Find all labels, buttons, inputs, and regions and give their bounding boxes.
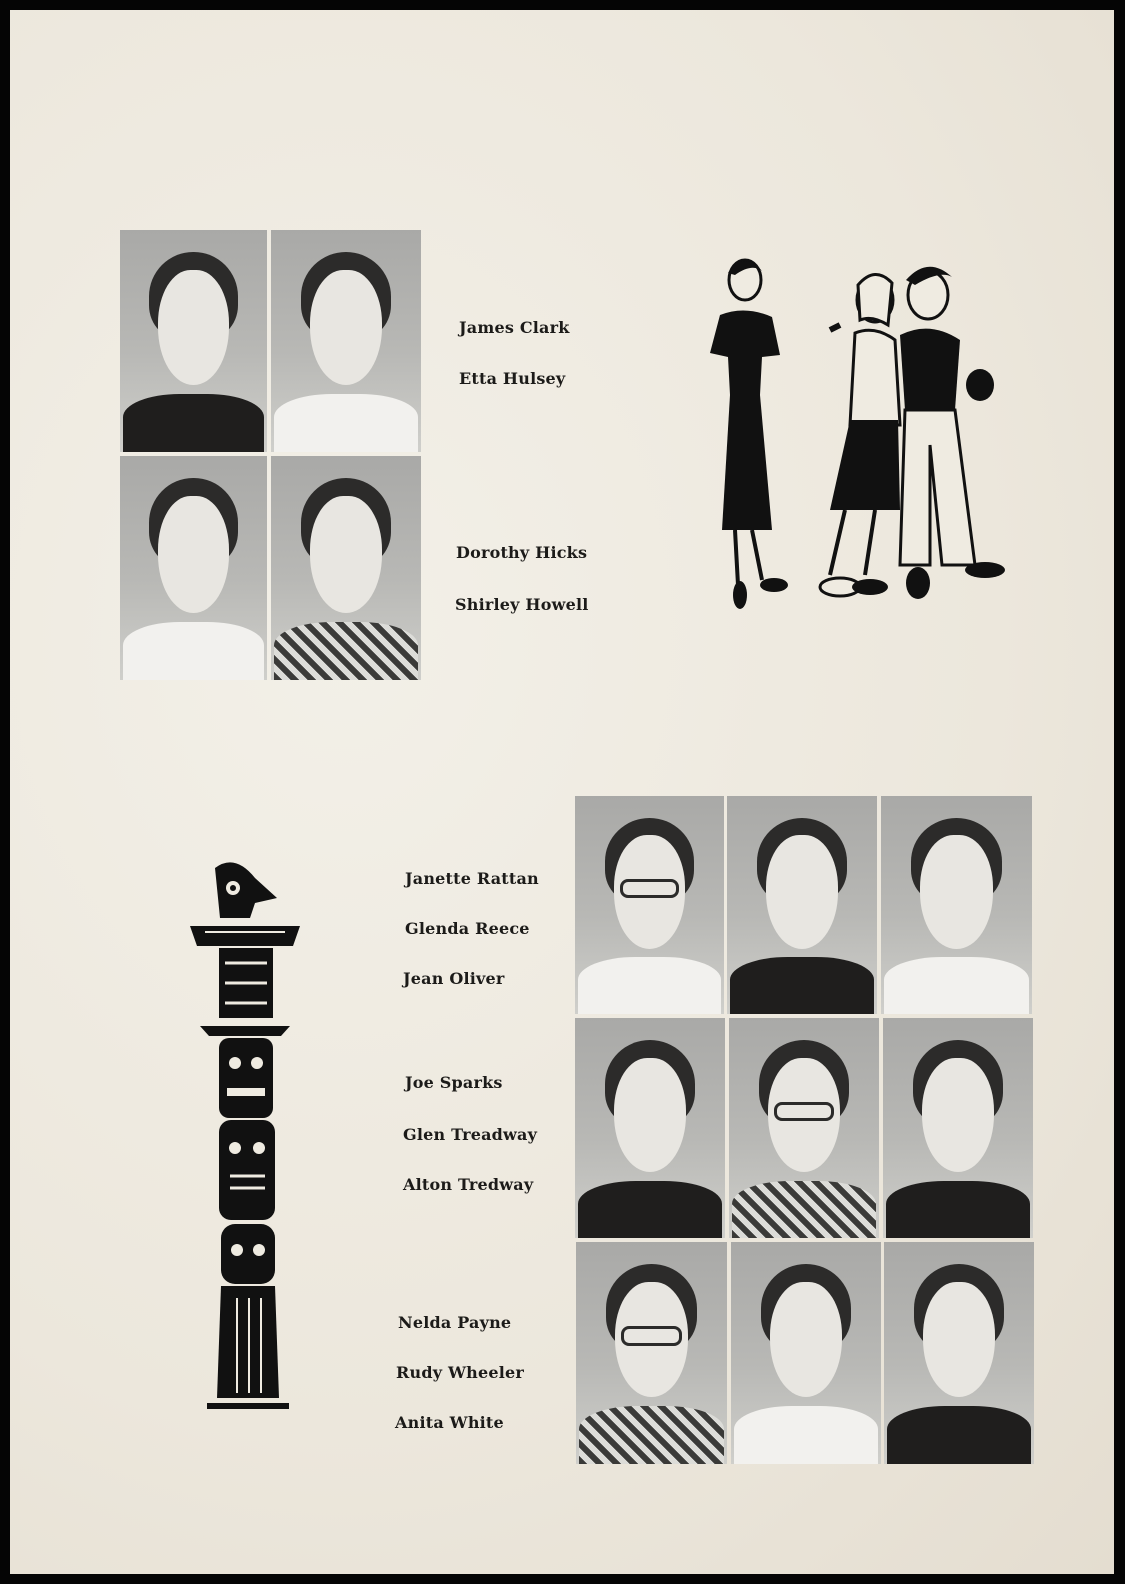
- totem-pole-icon: [185, 858, 305, 1418]
- cartoon-three-teens-icon: [690, 245, 1020, 615]
- student-name: Glen Treadway: [403, 1125, 538, 1144]
- student-name: Nelda Payne: [398, 1313, 512, 1332]
- portrait-photo: [881, 796, 1032, 1014]
- portrait-photo: [729, 1018, 879, 1238]
- portrait-photo: [576, 1242, 727, 1464]
- student-name: James Clark: [459, 318, 570, 337]
- portrait-photo: [883, 1018, 1033, 1238]
- student-name: Shirley Howell: [455, 595, 589, 614]
- portrait-photo: [271, 456, 421, 680]
- portrait-photo: [884, 1242, 1034, 1464]
- student-name: Alton Tredway: [403, 1175, 534, 1194]
- student-name: Rudy Wheeler: [396, 1363, 525, 1382]
- student-name: Dorothy Hicks: [456, 543, 588, 562]
- student-name: Jean Oliver: [403, 969, 505, 988]
- student-name: Glenda Reece: [405, 919, 530, 938]
- portrait-photo: [271, 230, 421, 452]
- portrait-photo: [120, 456, 267, 680]
- portrait-photo: [575, 1018, 725, 1238]
- portrait-photo: [120, 230, 267, 452]
- student-name: Anita White: [395, 1413, 504, 1432]
- student-name: Janette Rattan: [405, 869, 539, 888]
- yearbook-page: [10, 10, 1114, 1574]
- portrait-photo: [727, 796, 877, 1014]
- student-name: Etta Hulsey: [459, 369, 566, 388]
- portrait-photo: [731, 1242, 881, 1464]
- student-name: Joe Sparks: [405, 1073, 503, 1092]
- portrait-photo: [575, 796, 724, 1014]
